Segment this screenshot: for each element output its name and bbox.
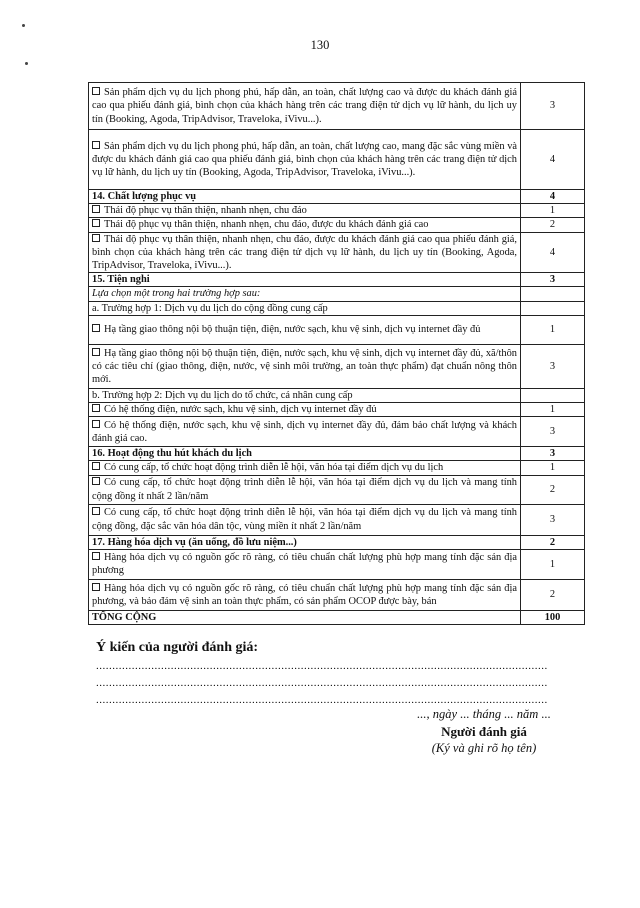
criteria-text: TỔNG CỘNG: [92, 611, 157, 623]
score-cell: 4: [521, 130, 585, 190]
score-cell: 1: [521, 461, 585, 475]
criteria-row-italic: [89, 287, 585, 301]
criteria-description: [89, 461, 521, 475]
checkbox-icon: [92, 324, 100, 332]
score-cell: 2: [521, 535, 585, 549]
criteria-text: Có cung cấp, tổ chức hoạt động trình diễn lễ hội, văn hóa tại điểm dịch vụ du lịch và mang tính cộng đồng ít nhất 2 lần/năm: [92, 477, 517, 502]
comments-heading: Ý kiến của người đánh giá:: [96, 640, 259, 655]
checkbox-icon: [92, 205, 100, 213]
criteria-description: [89, 204, 521, 218]
evaluation-criteria-table: [88, 82, 585, 625]
score-cell: 3: [521, 447, 585, 461]
checkbox-icon: [92, 87, 100, 95]
score-cell: 2: [521, 475, 585, 504]
comment-line: ...........................................................................................................................................: [96, 677, 548, 689]
criteria-description: [89, 417, 521, 447]
score-cell: 3: [521, 83, 585, 130]
criteria-text: 17. Hàng hóa dịch vụ (ăn uống, đồ lưu niệm...): [92, 536, 297, 548]
criteria-description: [89, 232, 521, 273]
criteria-text: Hàng hóa dịch vụ có nguồn gốc rõ ràng, có tiêu chuẩn chất lượng phù hợp mang tính đặc sản địa phương: [92, 552, 517, 577]
criteria-row-heading: [89, 190, 585, 204]
scan-mark: [22, 24, 25, 27]
criteria-row-item: [89, 579, 585, 610]
criteria-text: 14. Chất lượng phục vụ: [92, 191, 197, 202]
checkbox-icon: [92, 141, 100, 149]
checkbox-icon: [92, 348, 100, 356]
page-number: 130: [310, 38, 330, 52]
criteria-row-item: [89, 417, 585, 447]
score-cell: 2: [521, 579, 585, 610]
checkbox-icon: [92, 404, 100, 412]
criteria-description: [89, 315, 521, 344]
signature-date-line: ..., ngày ... tháng ... năm ...: [417, 707, 551, 721]
criteria-row-item: [89, 344, 585, 388]
criteria-text: Hàng hóa dịch vụ có nguồn gốc rõ ràng, có tiêu chuẩn chất lượng phù hợp mang tính đặc sản địa phương, và bảo đảm vệ sinh an toàn thực phẩm, có sản phẩm OCOP được bày, bán: [92, 582, 517, 607]
criteria-row-heading: [89, 273, 585, 287]
criteria-row-item: [89, 204, 585, 218]
checkbox-icon: [92, 552, 100, 560]
criteria-description: [89, 549, 521, 579]
score-cell: 4: [521, 190, 585, 204]
criteria-row-item: [89, 232, 585, 273]
score-cell: [521, 388, 585, 402]
checkbox-icon: [92, 477, 100, 485]
criteria-description: [89, 504, 521, 535]
score-cell: [521, 301, 585, 315]
criteria-text: Sản phẩm dịch vụ du lịch phong phú, hấp dẫn, an toàn, chất lượng cao, mang đặc sắc vùng miền và được du khách đánh giá cao qua phiếu đánh giá, bình chọn của khách hàng trên các trang điện tử dịch vụ lữ hành, du lịch uy tín (Booking, Agoda, TripAdvisor, Traveloka, iVivu...).: [92, 140, 517, 179]
criteria-row-item: [89, 315, 585, 344]
score-cell: 1: [521, 403, 585, 417]
scan-mark: [25, 62, 28, 65]
criteria-row-item: [89, 475, 585, 504]
score-cell: 1: [521, 315, 585, 344]
score-cell: 100: [521, 610, 585, 624]
criteria-row-heading: [89, 535, 585, 549]
criteria-row-heading: [89, 447, 585, 461]
checkbox-icon: [92, 234, 100, 242]
checkbox-icon: [92, 420, 100, 428]
score-cell: 2: [521, 218, 585, 232]
criteria-group-heading: [89, 447, 521, 461]
criteria-text: Có cung cấp, tổ chức hoạt động trình diễn lễ hội, văn hóa tại điểm dịch vụ du lịch và mang tính cộng đồng, đặc sắc văn hóa dân tộc, vùng miền ít nhất 2 lần/năm: [92, 507, 517, 532]
criteria-row-item: [89, 461, 585, 475]
criteria-text: Thái độ phục vụ thân thiện, nhanh nhẹn, chu đáo: [104, 205, 307, 217]
criteria-description: [89, 83, 521, 130]
criteria-text: a. Trường hợp 1: Dịch vụ du lịch do cộng đồng cung cấp: [92, 302, 328, 314]
signature-note: (Ký và ghi rõ họ tên): [431, 741, 537, 755]
criteria-text: Có cung cấp, tổ chức hoạt động trình diễn lễ hội, văn hóa tại điểm dịch vụ du lịch: [104, 462, 444, 474]
checkbox-icon: [92, 583, 100, 591]
criteria-row-item: [89, 130, 585, 190]
criteria-group-heading: [89, 190, 521, 204]
criteria-row-item: [89, 504, 585, 535]
criteria-description: [89, 287, 521, 301]
criteria-text: Hạ tầng giao thông nội bộ thuận tiện, điện, nước sạch, khu vệ sinh, dịch vụ internet đầy đủ, xã/thôn có các tiêu chí (giao thông, điện, nước, vệ sinh môi trường, an toàn thực phẩm) đạt chuẩn nông thôn mới.: [92, 347, 517, 385]
criteria-description: [89, 218, 521, 232]
reviewer-comments: [96, 640, 582, 709]
score-cell: 1: [521, 204, 585, 218]
checkbox-icon: [92, 462, 100, 470]
score-cell: 3: [521, 344, 585, 388]
criteria-description: [89, 579, 521, 610]
criteria-text: Thái độ phục vụ thân thiện, nhanh nhẹn, chu đáo, được du khách đánh giá cao qua phiếu đánh giá, bình chọn của khách hàng trên các trang điện tử dịch vụ lữ hành, du lịch uy tín (Booking, Agoda, TripAdvisor, Traveloka, iVivu...).: [92, 233, 517, 272]
score-cell: 1: [521, 549, 585, 579]
criteria-text: Thái độ phục vụ thân thiện, nhanh nhẹn, chu đáo, được du khách đánh giá cao: [104, 219, 429, 231]
criteria-row-item: [89, 83, 585, 130]
criteria-description: [89, 388, 521, 402]
score-cell: [521, 287, 585, 301]
criteria-row-item: [89, 549, 585, 579]
criteria-row-item: [89, 218, 585, 232]
criteria-row-plain: [89, 301, 585, 315]
score-cell: 4: [521, 232, 585, 273]
comment-line: ...........................................................................................................................................: [96, 660, 548, 672]
criteria-description: [89, 475, 521, 504]
criteria-row-plain: [89, 388, 585, 402]
criteria-text: 16. Hoạt động thu hút khách du lịch: [92, 448, 252, 460]
criteria-description: [89, 130, 521, 190]
criteria-description: [89, 403, 521, 417]
criteria-group-heading: [89, 535, 521, 549]
total-label: [89, 610, 521, 624]
criteria-text: 15. Tiện nghi: [92, 274, 150, 286]
criteria-description: [89, 344, 521, 388]
criteria-text: Có hệ thống điện, nước sạch, khu vệ sinh, dịch vụ internet đầy đủ: [104, 404, 377, 416]
criteria-row-item: [89, 403, 585, 417]
score-cell: 3: [521, 273, 585, 287]
criteria-text: Có hệ thống điện, nước sạch, khu vệ sinh, dịch vụ internet đầy đủ, đảm bảo chất lượng và khách đánh giá cao.: [92, 419, 517, 444]
score-cell: 3: [521, 417, 585, 447]
checkbox-icon: [92, 507, 100, 515]
signature-block: [378, 706, 590, 757]
criteria-text: Lựa chọn một trong hai trường hợp sau:: [92, 288, 261, 300]
score-cell: 3: [521, 504, 585, 535]
criteria-text: Hạ tầng giao thông nội bộ thuận tiện, điện, nước sạch, khu vệ sinh, dịch vụ internet đầy đủ: [104, 324, 481, 336]
signature-title: Người đánh giá: [441, 724, 527, 739]
criteria-row-total: [89, 610, 585, 624]
criteria-group-heading: [89, 273, 521, 287]
criteria-description: [89, 301, 521, 315]
criteria-text: b. Trường hợp 2: Dịch vụ du lịch do tổ chức, cá nhân cung cấp: [92, 389, 353, 401]
criteria-text: Sản phẩm dịch vụ du lịch phong phú, hấp dẫn, an toàn, chất lượng cao và được du khách đánh giá cao qua phiếu đánh giá, bình chọn của khách hàng trên các trang điện tử dịch vụ lữ hành, du lịch uy tín (Booking, Agoda, TripAdvisor, Traveloka, iVivu...).: [92, 87, 517, 125]
checkbox-icon: [92, 219, 100, 227]
comment-line: ...........................................................................................................................................: [96, 694, 548, 706]
